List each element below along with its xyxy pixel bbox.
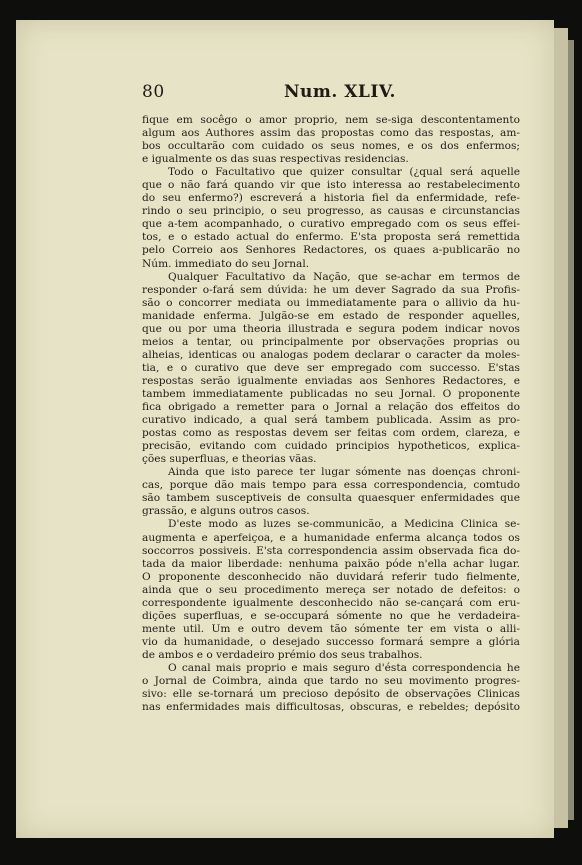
text-line: fique em socêgo o amor proprio, nem se-siga descontentamento [142,114,520,126]
text-line: tos, e o estado actual do enfermo. E'sta proposta será remettida [142,231,520,244]
text-line: grassão, e alguns outros casos. [142,505,310,518]
text-line: postas como as respostas devem ser feitas com ordem, clareza, e [142,427,520,440]
text-line: O canal mais proprio e mais seguro d'ésta correspondencia he [168,661,520,674]
text-line: Qualquer Facultativo da Nação, que se-achar em termos de [168,270,520,283]
text-line: algum aos Authores assim das propostas como das respostas, am- [142,127,520,140]
page-edge-shadow [568,40,574,820]
text-line: de ambos e o verdadeiro prémio dos seus trabalhos. [142,648,423,661]
body-text [142,114,520,714]
text-line: ções superfluas, e theorias vãas. [142,453,317,466]
text-line: D'este modo as luzes se-communicão, a Medicina Clinica se- [168,518,520,531]
page-number: 80 [142,82,165,102]
text-line: são o concorrer mediata ou immediatamente para o allivio da hu- [142,296,520,309]
text-line: manidade enferma. Julgão-se em estado de responder aquelles, [142,309,520,322]
text-line: respostas serão igualmente enviadas aos Senhores Redactores, e [142,374,520,387]
text-line: alheias, identicas ou analogas podem declarar o caracter da moles- [142,348,520,361]
text-line: tia, e o curativo que deve ser empregado com successo. E'stas [142,361,520,374]
text-line: pelo Correio aos Senhores Redactores, os quaes a-publicarão no [142,244,520,257]
text-line: responder o-fará sem dúvida: he um dever Sagrado da sua Profis- [142,283,520,296]
text-line: Ainda que isto parece ter lugar sómente nas doenças chroni- [168,466,520,479]
text-line: rindo o seu principio, o seu progresso, as causas e circunstancias [142,205,520,218]
text-line: que a-tem acompanhado, o curativo empregado com os seus effei- [142,218,520,231]
text-line: Núm. immediato do seu Jornal. [142,257,310,270]
text-line: que o não fará quando vir que isto interessa ao restabelecimento [142,179,520,192]
running-title: Num. XLIV. [284,82,396,102]
page-edge [554,28,568,828]
text-line: soccorros possiveis. E'sta correspondencia assim observada fica do- [142,544,520,557]
text-line: fica obrigado a remetter para o Jornal a relação dos effeitos do [142,401,520,414]
text-line: vio da humanidade, o desejado successo formará sempre a glória [142,635,520,648]
text-line: nas enfermidades mais difficultosas, obscuras, e rebeldes; depósito [142,701,520,714]
text-line: meios a tentar, ou principalmente por observações proprias ou [142,335,520,348]
text-line: e igualmente os das suas respectivas residencias. [142,153,409,166]
text-line: O proponente desconhecido não duvidará referir tudo fielmente, [142,570,520,583]
text-line: ainda que o seu procedimento mereça ser notado de defeitos: o [142,583,520,596]
text-line: augmenta e aperfeiçoa, e a humanidade enferma alcança todos os [142,531,520,544]
text-line: sivo: elle se-tornará um precioso depósito de observações Clinicas [142,688,520,701]
text-line: precisão, evitando com cuidado principios hypotheticos, explica- [142,440,520,453]
text-line: cas, porque dão mais tempo para essa correspondencia, comtudo [142,479,520,492]
text-line: tada da maior liberdade: nenhuma paixão póde n'ella achar lugar. [142,557,520,570]
text-line: mente util. Um e outro devem tão sómente ter em vista o alli- [142,622,520,635]
page-header [142,82,442,102]
text-line: correspondente igualmente desconhecido não se-cançará com eru- [142,596,520,609]
text-line: bos occultarão com cuidado os seus nomes, e os dos enfermos; [142,140,520,153]
text-line: são tambem susceptiveis de consulta quaesquer enfermidades que [142,492,520,505]
text-line: o Jornal de Coimbra, ainda que tardo no seu movimento progres- [142,675,520,688]
text-line: tambem immediatamente publicadas no seu Jornal. O proponente [142,387,520,400]
text-line: dições superfluas, e se-occupará sómente no que he verdadeira- [142,609,520,622]
text-line: Todo o Facultativo que quizer consultar (¿qual será aquelle [168,166,520,179]
text-line: curativo indicado, a qual será tambem publicada. Assim as pro- [142,414,520,427]
text-line: do seu enfermo?) escreverá a historia fiel da enfermidade, refe- [142,192,520,205]
text-line: que ou por uma theoria illustrada e segura podem indicar novos [142,322,520,335]
